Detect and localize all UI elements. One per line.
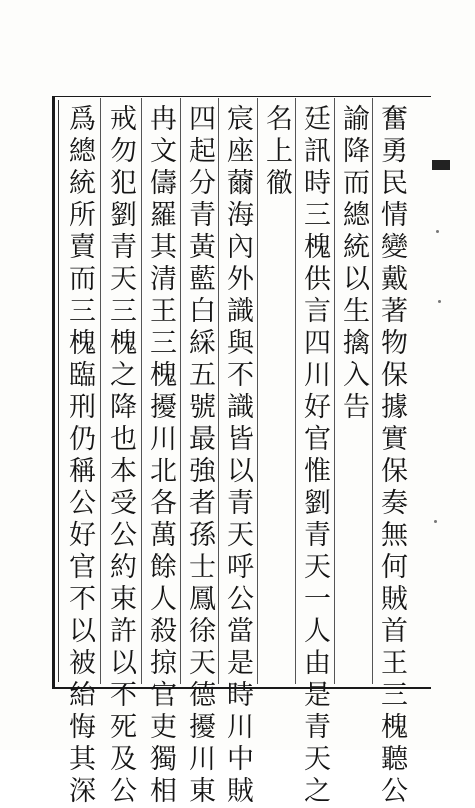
column-rule <box>100 98 101 684</box>
text-column-3: 廷訊時三槐供言四川好官惟劉青天一人由是青天之 <box>299 104 330 808</box>
text-column-5: 宸座薾海內外識與不識皆以青天呼公當是時川中賊 <box>222 104 253 808</box>
text-column-1: 奮勇民情變戴著物保據實保奏無何賊首王三槐聽公 <box>376 104 407 808</box>
column-rule <box>334 98 335 684</box>
fishtail-mark <box>432 160 450 170</box>
column-rule <box>257 98 258 684</box>
column-rule <box>372 98 373 684</box>
text-column-8: 戒勿犯劉青天三槐之降也本受公約束許以不死及公 <box>105 104 136 808</box>
column-rule <box>218 98 219 684</box>
frame-inner-rule <box>58 100 59 682</box>
column-rule <box>141 98 142 684</box>
text-column-7: 冉文儔羅其清王三槐擾川北各萬餘人殺掠官吏獨相 <box>145 104 176 808</box>
margin-speck <box>438 300 441 303</box>
text-column-2: 諭降而總統以生擒入告 <box>338 104 369 424</box>
margin-speck <box>434 520 437 523</box>
column-rule <box>295 98 296 684</box>
text-column-4: 名上徹 <box>261 104 292 200</box>
column-rule <box>180 98 181 684</box>
text-column-6: 四起分青黃藍白綵五號最強者孫士鳳徐天德擾川東 <box>184 104 215 808</box>
margin-speck <box>436 230 439 233</box>
text-column-9: 爲總統所賣而三槐臨刑仍稱公好官不以被紿悔其深 <box>64 104 95 808</box>
